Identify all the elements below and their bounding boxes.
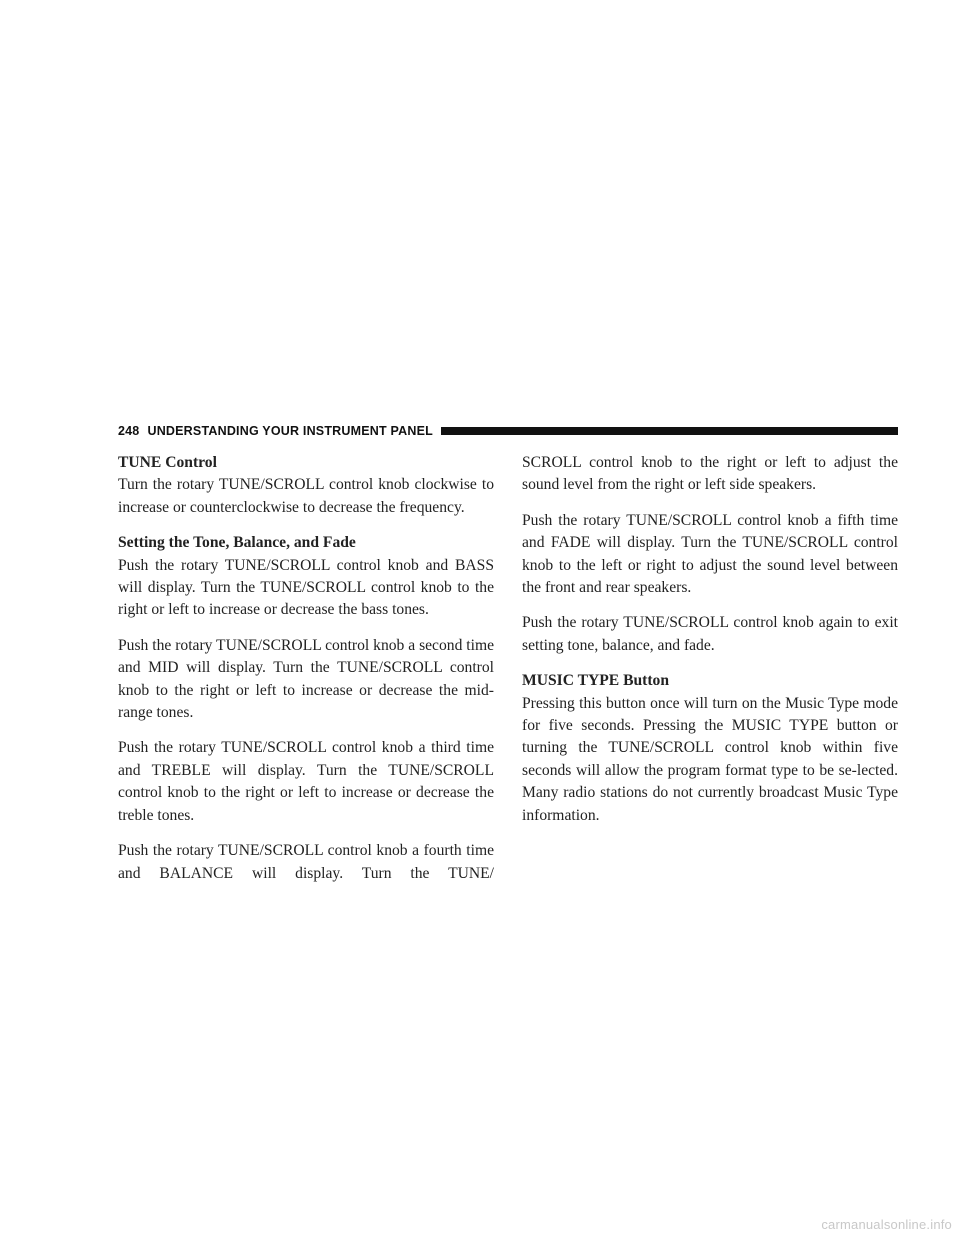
section-title: UNDERSTANDING YOUR INSTRUMENT PANEL <box>147 424 433 438</box>
tune-control-heading: TUNE Control <box>118 454 217 471</box>
page-number: 248 <box>118 424 140 438</box>
balance-paragraph: Push the rotary TUNE/SCROLL control knob a fourth time and BALANCE will display. Turn the TUNE/ <box>118 842 494 882</box>
tone-balance-fade-heading: Setting the Tone, Balance, and Fade <box>118 534 356 552</box>
right-column <box>522 452 898 840</box>
exit-paragraph: Push the rotary TUNE/SCROLL control knob again to exit setting tone, balance, and fade. <box>522 614 898 654</box>
mid-paragraph: Push the rotary TUNE/SCROLL control knob a second time and MID will display. Turn the TUNE/SCROLL control knob to the right or left to increase or decrease the mid-range tones. <box>118 636 494 722</box>
music-type-paragraph: Pressing this button once will turn on the Music Type mode for five seconds. Pressing the MUSIC TYPE button or turning the TUNE/SCROLL control knob within five seconds will allow the program format type to be se-lected. Many radio stations do not currently broadcast Music Type information. <box>522 694 898 824</box>
page-header <box>118 420 898 442</box>
balance-paragraph-continued: SCROLL control knob to the right or left to adjust the sound level from the right or left side speakers. <box>522 454 898 494</box>
left-column <box>118 452 494 898</box>
treble-paragraph: Push the rotary TUNE/SCROLL control knob a third time and TREBLE will display. Turn the TUNE/SCROLL control knob to the right or left to increase or decrease the treble tones. <box>118 739 494 824</box>
bass-paragraph: Push the rotary TUNE/SCROLL control knob and BASS will display. Turn the TUNE/SCROLL control knob to the right or left to increase or decrease the bass tones. <box>118 556 494 619</box>
music-type-heading: MUSIC TYPE Button <box>522 672 670 690</box>
tune-control-paragraph: Turn the rotary TUNE/SCROLL control knob clockwise to increase or counterclockwise to decrease the frequency. <box>118 476 494 516</box>
fade-paragraph: Push the rotary TUNE/SCROLL control knob a fifth time and FADE will display. Turn the TUNE/SCROLL control knob to the left or right to adjust the sound level between the front and rear speakers. <box>522 511 898 597</box>
header-rule <box>441 427 898 435</box>
watermark: carmanualsonline.info <box>821 1217 952 1232</box>
